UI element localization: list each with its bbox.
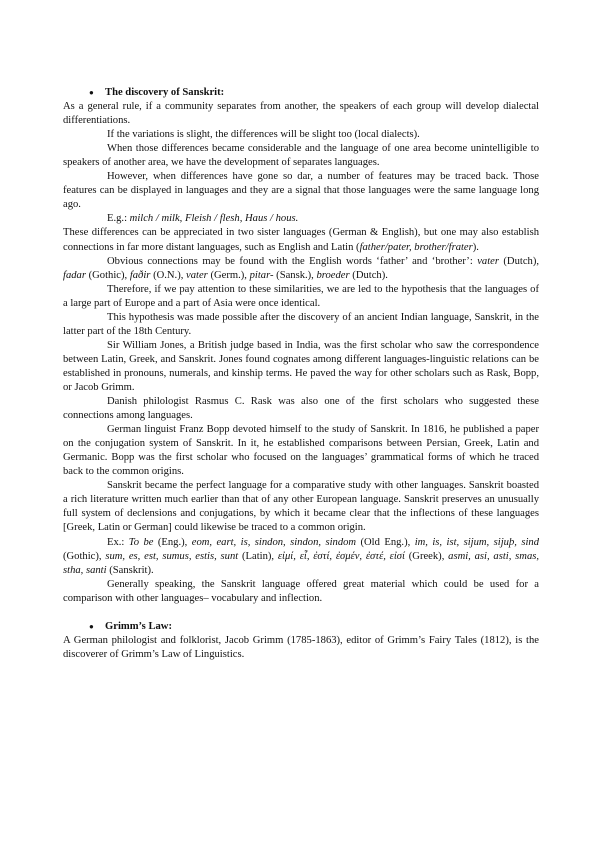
paragraph: As a general rule, if a community separates from another, the speakers of each group will develop dialectal differentiations. — [63, 101, 539, 127]
paragraph: These differences can be appreciated in two sister languages (German & English), but one may also establish connections in far more distant languages, such as English and Latin (father/pater, brother/frater). — [63, 227, 539, 253]
paragraph: This hypothesis was made possible after the discovery of an ancient Indian language, Sanskrit, in the latter part of the 18th Century. — [63, 311, 539, 337]
paragraph: Obvious connections may be found with the English words ‘father’ and ‘brother’: vater (Dutch), fadar (Gothic), faðir (O.N.), vater (Germ.), pitar- (Sansk.), broeder (Dutch). — [63, 255, 539, 281]
section-body — [63, 100, 539, 606]
paragraph: E.g.: milch / milk, Fleish / flesh, Haus / hous. — [107, 213, 299, 225]
paragraph: German linguist Franz Bopp devoted himself to the study of Sanskrit. In 1816, he published a paper on the conjugation system of Sanskrit. In it, he established comparisons between Persian, Greek, Latin and Germanic. Bopp was the first scholar who focused on the languages’ grammatical forms of which he traced back to the common origins. — [63, 424, 539, 478]
paragraph: However, when differences have gone so dar, a number of features may be traced back. Those features can be displayed in languages and they are a signal that those languages were the same language long ago. — [63, 171, 539, 211]
paragraph: Sanskrit became the perfect language for a comparative study with other languages. Sanskrit boasted a rich literature written much earlier than that of any other European language. Sanskrit preserves an unusually full system of declensions and conjugations, by which it became clear that the inflections of these languages [Greek, Latin or German] could likewise be traced to a common origin. — [63, 480, 539, 534]
paragraph: Danish philologist Rasmus C. Rask was also one of the first scholars who suggested these connections among languages. — [63, 396, 539, 422]
paragraph: A German philologist and folklorist, Jacob Grimm (1785-1863), editor of Grimm’s Fairy Tales (1812), is the discoverer of Grimm’s Law of Linguistics. — [63, 634, 539, 660]
paragraph: Sir William Jones, a British judge based in India, was the first scholar who saw the correspondence between Latin, Greek, and Sanskrit. Jones found cognates among different languages-linguistic relations can be established in pronouns, numerals, and kinship terms. He paved the way for other scholars such as Rask, Bopp, or Jacob Grimm. — [63, 339, 539, 393]
bullet-icon: ● — [89, 88, 94, 97]
paragraph: When those differences became considerable and the language of one area become unintelligible to speakers of another area, we have the development of separates languages. — [63, 143, 539, 169]
paragraph: If the variations is slight, the differences will be slight too (local dialects). — [107, 129, 420, 141]
paragraph: Ex.: To be (Eng.), eom, eart, is, sindon, sindon, sindom (Old Eng.), im, is, ist, sijum, sijuþ, sind (Gothic), sum, es, est, sumus, estis, sunt (Latin), εἰμί, εἶ, ἐστί, ἐσμέν, ἐστέ, εἰσί (Greek), asmi, asi, asti, smas, stha, santi (Sanskrit). — [63, 536, 540, 576]
section-body — [63, 634, 539, 662]
paragraph: Generally speaking, the Sanskrit language offered great material which could be used for a comparison with other languages– vocabulary and inflection. — [63, 578, 539, 604]
section-heading — [89, 620, 539, 634]
bullet-icon: ● — [89, 621, 94, 631]
spacer — [63, 606, 539, 620]
section-heading-text: Grimm’s Law: — [105, 620, 172, 632]
paragraph: Therefore, if we pay attention to these similarities, we are led to the hypothesis that the languages of a large part of Europe and a part of Asia were once identical. — [63, 283, 539, 309]
section-heading — [89, 86, 539, 100]
section-heading-text: The discovery of Sanskrit: — [105, 87, 225, 98]
